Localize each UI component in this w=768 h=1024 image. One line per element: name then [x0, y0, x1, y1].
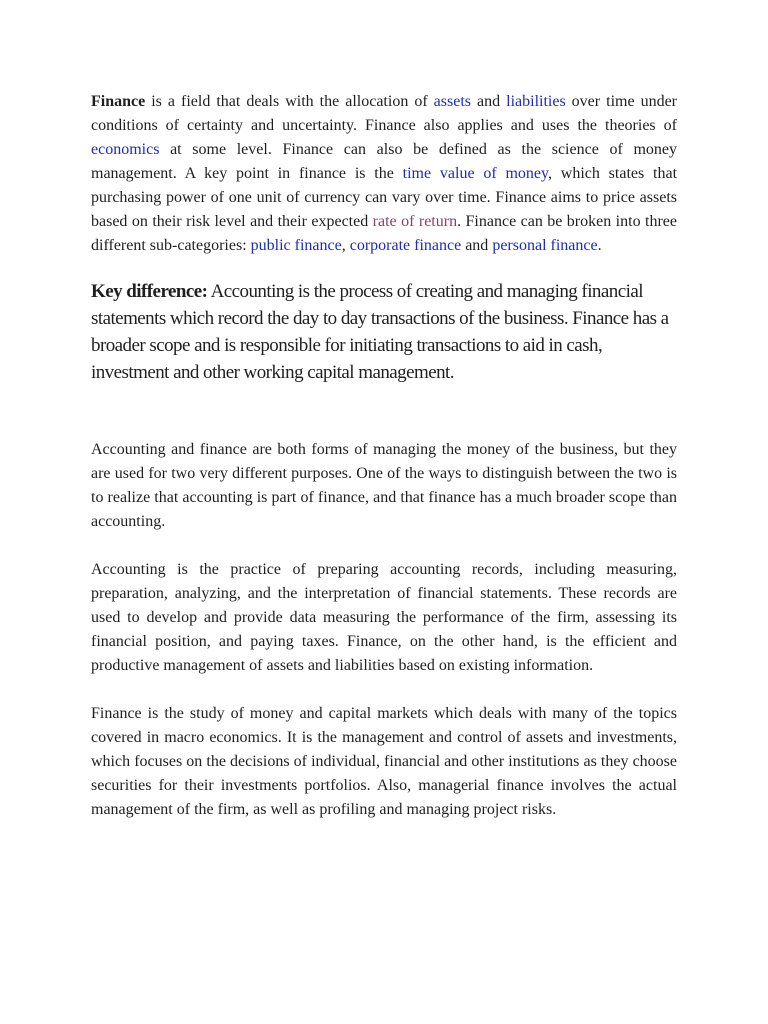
- intro-text-6: . Finance can be broken into three different sub-categories:: [91, 213, 677, 254]
- body-paragraph-2: Accounting is the practice of preparing accounting records, including measuring, preparation, analyzing, and the interpretation of financial statements. These records are used to develop and provide data measuring the performance of the firm, assessing its financial position, and paying taxes. Finance, on the other hand, is the efficient and productive management of assets and liabilities based on existing information.: [91, 561, 677, 674]
- intro-text-2: and: [471, 93, 507, 110]
- key-difference-text: Accounting is the process of creating and managing financial statements which record the day to day transactions of the business. Finance has a broader scope and is responsible for initiating transactions to aid in cash, investment and other working capital management.: [91, 281, 669, 383]
- intro-lead-term: Finance: [91, 93, 146, 110]
- body-paragraph-3: Finance is the study of money and capital markets which deals with many of the topics covered in macro economics. It is the management and control of assets and investments, which focuses on the decisions of individual, financial and other institutions as they choose securities for their investments portfolios. Also, managerial finance involves the actual management of the firm, as well as profiling and managing project risks.: [91, 705, 677, 818]
- link-corporate-finance[interactable]: corporate finance: [349, 237, 462, 254]
- link-rate-of-return[interactable]: rate of return: [372, 213, 458, 230]
- intro-text-8: and: [461, 237, 493, 254]
- link-liabilities[interactable]: liabilities: [506, 93, 566, 110]
- key-difference-label: Key difference:: [91, 281, 208, 302]
- key-difference-paragraph: [91, 278, 677, 386]
- intro-text-9: .: [597, 237, 602, 254]
- link-time-value-of-money[interactable]: time value of money: [402, 165, 548, 182]
- link-assets[interactable]: assets: [433, 93, 471, 110]
- intro-text-1: is a field that deals with the allocation of: [145, 93, 434, 110]
- intro-text-5: , which states that purchasing power of one unit of currency can vary over time. Finance aims to price assets based on their risk level and their expected: [91, 165, 678, 230]
- intro-text-4: at some level. Finance can also be defined as the science of money management. A key point in finance is the: [91, 141, 677, 182]
- link-economics[interactable]: economics: [91, 141, 160, 158]
- link-personal-finance[interactable]: personal finance: [492, 237, 598, 254]
- intro-paragraph: [91, 90, 677, 258]
- body-paragraph-1: Accounting and finance are both forms of managing the money of the business, but they are used for two very different purposes. One of the ways to distinguish between the two is to realize that accounting is part of finance, and that finance has a much broader scope than accounting.: [91, 441, 677, 530]
- intro-text-3: over time under conditions of certainty and uncertainty. Finance also applies and uses the theories of: [91, 93, 677, 134]
- intro-text-7: ,: [341, 237, 350, 254]
- link-public-finance[interactable]: public finance: [250, 237, 342, 254]
